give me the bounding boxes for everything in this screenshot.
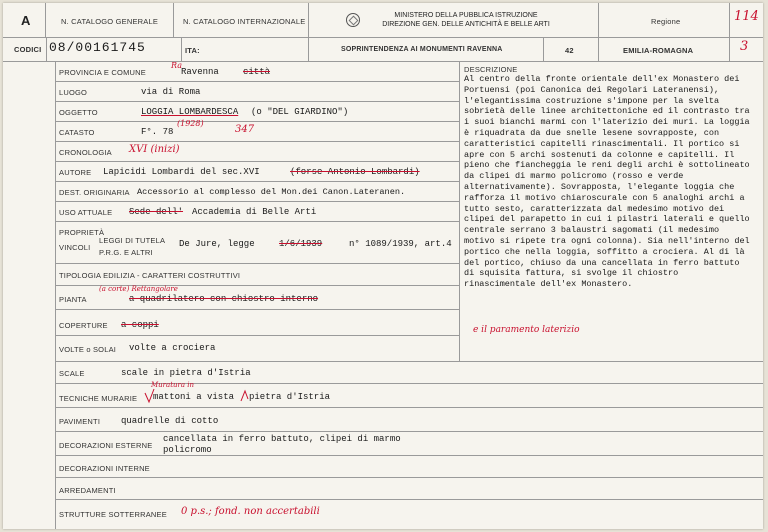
left-col-line	[55, 61, 56, 529]
coperture-struck: a coppi	[121, 320, 159, 330]
dec-esterne-label: DECORAZIONI ESTERNE	[59, 441, 153, 450]
header-bottom-line	[3, 61, 763, 62]
strutture-label: STRUTTURE SOTTERRANEE	[59, 510, 167, 519]
oggetto-value: LOGGIA LOMBARDESCA	[141, 107, 239, 117]
header-col-7	[46, 37, 47, 61]
row-line	[55, 361, 763, 362]
scale-label: SCALE	[59, 369, 85, 378]
tecniche-label: TECNICHE MURARIE	[59, 394, 138, 403]
ministero-text: MINISTERO DELLA PUBBLICA ISTRUZIONE	[394, 12, 538, 19]
provincia-prefix: Ra	[171, 61, 182, 70]
descrizione-text: Al centro della fronte orientale dell'ex Monastero dei Portuensi (poi Canonica dei Regolari Lateranensi), l'elegantissima costruzione s'impone per la svelta sobrietà delle linee architettoniche ed il contrasto tra i suoi bianchi marmi con l'laterizio dei muri. La loggia è riquadrata da due snelle lesene sovrapposte, con caratteristici capitelli rinascimentali. Il portico si apre con 5 archi sostenuti da colonne e capitelli. Il pieno che fiancheggia le reni degli archi è sottolineato da clipei di marmo policromo (rosso e verde alternativamente). Sovrapposta, l'elegante loggia che rafforza il motivo chiaroscurale con 5 analoghi archi a tutto sesto, caratterizzata dal medesimo motivo dei clipei del parapetto in cui i pilastri laterali e quello centrale serrano 3 balaustri sagomati (il medesimo motivo si ripete tra ogni colonna). Sia nell'interno del portico che nella loggia, soffitto a crociera. Al di là del portico, chiuso da una cancellata in ferro battuto di squisita fattura, si svolge il chiostro rinascimentale dell'ex Monastero.	[464, 74, 750, 290]
tipologia-label: TIPOLOGIA EDILIZIA - CARATTERI COSTRUTTIVI	[59, 271, 241, 280]
scheda-type: A	[21, 13, 31, 28]
autore-label: AUTORE	[59, 168, 92, 177]
catasto-year: (1928)	[177, 119, 204, 128]
ministry-header	[371, 11, 561, 29]
row-line	[55, 201, 459, 202]
autore-struck: (forse Antonio Lombardi)	[290, 167, 420, 177]
row-line	[55, 431, 763, 432]
tecniche-note: Muratura in	[151, 381, 195, 389]
vincoli-sub1: LEGGI DI TUTELA	[99, 236, 166, 245]
tecniche-value2: pietra d'Istria	[249, 392, 331, 402]
dest-label: DEST. ORIGINARIA	[59, 188, 130, 197]
row-line	[55, 263, 459, 264]
pavimenti-value: quadrelle di cotto	[121, 416, 219, 426]
uso-value: Accademia di Belle Arti	[192, 207, 317, 217]
vincoli-num: n° 1089/1939, art.4	[349, 239, 452, 249]
corner-number-top: 114	[734, 9, 759, 24]
header-col-8	[181, 37, 182, 61]
header-divider	[3, 37, 763, 38]
catalog-card	[3, 3, 763, 529]
proprieta-label: PROPRIETÀ	[59, 228, 105, 237]
corner-number-bottom: 3	[740, 39, 749, 54]
volte-label: VOLTE o SOLAI	[59, 345, 117, 354]
descrizione-label: DESCRIZIONE	[464, 65, 518, 74]
pianta-note: (a corte) Rettangolare	[99, 285, 178, 293]
insert-mark-icon	[144, 388, 156, 404]
coperture-label: COPERTURE	[59, 321, 108, 330]
row-line	[55, 407, 763, 408]
row-line	[55, 161, 459, 162]
vincoli-label: VINCOLI	[59, 243, 91, 252]
arredamenti-label: ARREDAMENTI	[59, 486, 116, 495]
luogo-value: via di Roma	[141, 87, 201, 97]
pianta-struck: a quadrilatero con chiostro interno	[129, 294, 319, 304]
regione-label: Regione	[651, 17, 681, 26]
dest-value: Accessorio al complesso del Mon.dei Canon.Lateranen.	[137, 187, 406, 197]
row-line	[55, 499, 763, 500]
row-line	[55, 455, 763, 456]
regione-code: 42	[565, 46, 574, 55]
volte-value: volte a crociera	[129, 343, 216, 353]
soprintendenza-text: SOPRINTENDENZA AI MONUMENTI RAVENNA	[341, 46, 503, 53]
vincoli-value: De Jure, legge	[179, 239, 255, 249]
header-col-2	[173, 3, 174, 37]
header-col-1	[45, 3, 46, 37]
cat-generale-label: N. CATALOGO GENERALE	[61, 17, 159, 26]
pianta-label: PIANTA	[59, 295, 87, 304]
vincoli-struck: 1/6/1939	[279, 239, 323, 249]
insert-mark-icon	[240, 389, 250, 403]
oggetto-label: OGGETTO	[59, 108, 98, 117]
catasto-note: 347	[235, 124, 255, 135]
dec-esterne-value2: policromo	[163, 445, 212, 455]
vincoli-sub2: P.R.G. E ALTRI	[99, 248, 153, 257]
codici-label: CODICI	[14, 45, 42, 54]
provincia-struck: città	[243, 67, 271, 77]
cat-internazionale-label: N. CATALOGO INTERNAZIONALE	[183, 17, 306, 26]
row-line	[55, 477, 763, 478]
row-line	[55, 101, 459, 102]
desc-col-line	[459, 61, 460, 361]
tecniche-value: mattoni a vista	[153, 392, 235, 402]
provincia-label: PROVINCIA E COMUNE	[59, 68, 146, 77]
row-line	[55, 81, 459, 82]
scale-value: scale in pietra d'Istria	[121, 368, 251, 378]
cronologia-label: CRONOLOGIA	[59, 148, 112, 157]
regione-value: EMILIA-ROMAGNA	[623, 46, 694, 55]
row-line	[55, 121, 459, 122]
header-col-6	[543, 37, 544, 61]
direzione-text: DIREZIONE GEN. DELLE ANTICHITÀ E BELLE ARTI	[382, 21, 550, 28]
row-line	[55, 335, 459, 336]
autore-value: Lapicidi Lombardi del sec.XVI	[103, 167, 260, 177]
luogo-label: LUOGO	[59, 88, 88, 97]
row-line	[55, 221, 459, 222]
descrizione-note: e il paramento laterizio	[473, 325, 580, 335]
uso-label: USO ATTUALE	[59, 208, 113, 217]
ita-label: ITA:	[185, 46, 200, 55]
header-col-4	[598, 3, 599, 61]
header-col-3	[308, 3, 309, 61]
catasto-label: CATASTO	[59, 128, 95, 137]
row-line	[55, 181, 459, 182]
row-line	[55, 309, 459, 310]
row-line	[55, 141, 459, 142]
oggetto-extra: (o "DEL GIARDINO")	[251, 107, 349, 117]
dec-esterne-value: cancellata in ferro battuto, clipei di marmo	[163, 434, 401, 444]
pavimenti-label: PAVIMENTI	[59, 417, 101, 426]
uso-struck: Sede dell'	[129, 207, 184, 217]
cronologia-value: XVI (inizi)	[129, 144, 180, 155]
strutture-note: 0 p.s.; fond. non accertabili	[181, 506, 320, 517]
provincia-value: Ravenna	[181, 67, 219, 77]
header-col-5	[729, 3, 730, 61]
codice-value: 08/00161745	[49, 40, 146, 55]
republic-emblem-icon	[346, 13, 360, 27]
dec-interne-label: DECORAZIONI INTERNE	[59, 464, 150, 473]
catasto-value: F°. 78	[141, 127, 174, 137]
